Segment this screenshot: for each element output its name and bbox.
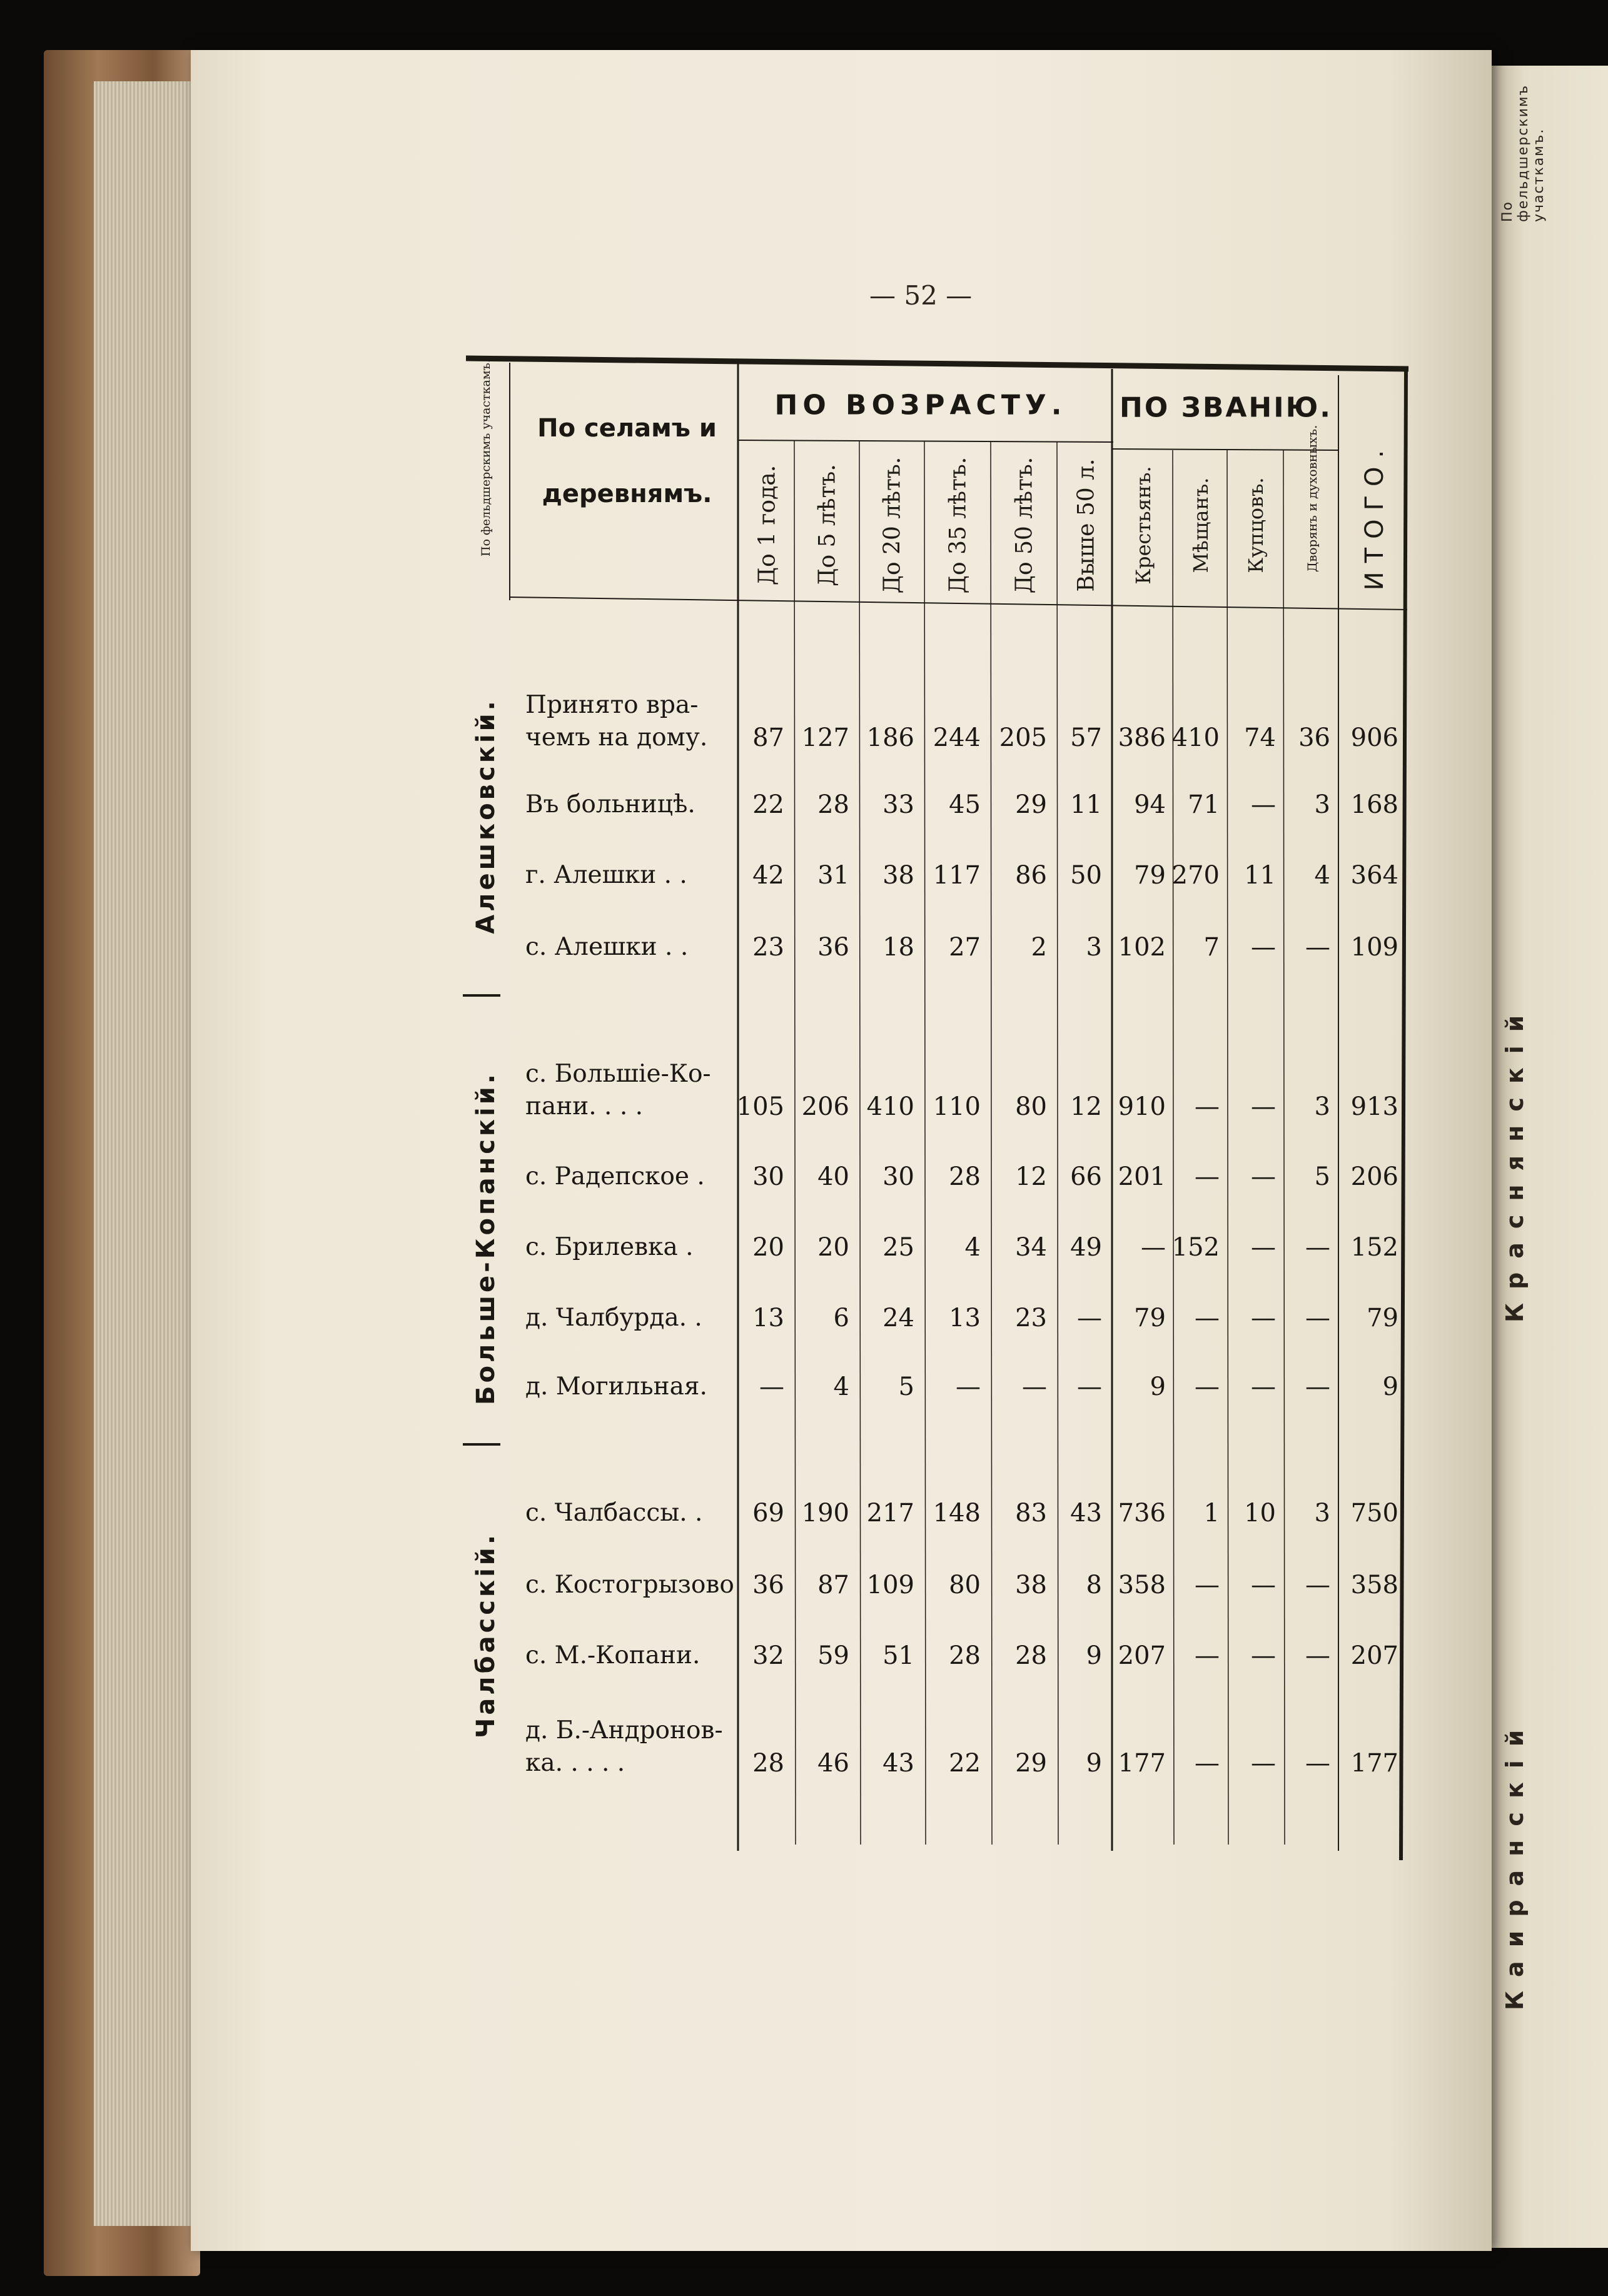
table-cell: 46 — [817, 1749, 849, 1778]
page-stack-edge — [94, 81, 194, 2226]
table-cell: 74 — [1244, 723, 1276, 752]
table-cell: 3 — [1314, 1092, 1330, 1121]
table-cell: 201 — [1118, 1162, 1166, 1191]
row-place-name-line: Въ больницѣ. — [525, 790, 695, 818]
table-cell: 6 — [833, 1304, 849, 1332]
column-header: До 5 лѣтъ. — [814, 464, 841, 587]
table-cell: — — [1305, 1571, 1330, 1599]
table-cell: 50 — [1070, 861, 1102, 890]
table-cell: — — [1195, 1641, 1220, 1670]
row-place-name-line: с. Брилевка . — [525, 1233, 694, 1261]
table-cell: — — [1195, 1092, 1220, 1121]
table-cell: 4 — [833, 1372, 849, 1401]
table-cell: 11 — [1244, 861, 1276, 890]
table-cell: 11 — [1070, 790, 1102, 819]
district-bolshe-kopansky: Больше-Копанскій. — [472, 1070, 500, 1406]
table-cell: — — [1251, 1372, 1276, 1401]
table-cell: 186 — [866, 723, 914, 752]
column-header: Дворянъ и духовныхъ. — [1305, 425, 1320, 572]
row-place-name-line: с. Алешки . . — [525, 933, 689, 961]
table-cell: 87 — [817, 1571, 849, 1599]
table-cell: 8 — [1086, 1571, 1102, 1599]
facing-page-district-2: Каиранскій — [1501, 1716, 1529, 2010]
table-cell: 13 — [949, 1304, 981, 1332]
table-cell: 79 — [1134, 861, 1166, 890]
table-cell: 22 — [752, 790, 784, 819]
row-place-name-line: д. Б.-Андронов- — [525, 1716, 723, 1745]
table-cell: 38 — [882, 861, 914, 890]
district-chalbassky: Чалбасскій. — [472, 1531, 500, 1739]
table-cell: — — [1251, 1233, 1276, 1262]
table-cell: 910 — [1118, 1092, 1166, 1121]
row-place-name — [525, 1714, 723, 1780]
table-cell: 177 — [1118, 1749, 1166, 1778]
table-cell: 71 — [1188, 790, 1220, 819]
table-cell: 127 — [801, 723, 849, 752]
header-place-line-2: деревнямъ. — [542, 480, 712, 508]
facing-page-district-1: Краснянскій — [1501, 1001, 1529, 1322]
table-cell: 36 — [752, 1571, 784, 1599]
table-cell: 152 — [1171, 1233, 1220, 1262]
table-cell: 30 — [882, 1162, 914, 1191]
table-cell: 110 — [933, 1092, 981, 1121]
row-place-name-line: чемъ на дому. — [525, 723, 708, 752]
table-cell: — — [1077, 1304, 1102, 1332]
table-cell: — — [1022, 1372, 1047, 1401]
table-cell: 913 — [1350, 1092, 1398, 1121]
table-cell: 105 — [736, 1092, 784, 1121]
table-cell: — — [1305, 1749, 1330, 1778]
table-cell: 23 — [752, 933, 784, 962]
table-cell: — — [1077, 1372, 1102, 1401]
table-cell: 9 — [1150, 1372, 1166, 1401]
row-place-name-line: Принято вра- — [525, 691, 699, 719]
page-number: — 52 — — [869, 280, 973, 311]
table-cell: — — [1305, 1233, 1330, 1262]
table-cell: 27 — [949, 933, 981, 962]
table-cell: 736 — [1118, 1499, 1166, 1528]
header-place-column — [519, 410, 735, 513]
table-cell: 42 — [752, 861, 784, 890]
table-cell: 43 — [882, 1749, 914, 1778]
table-cell: 12 — [1070, 1092, 1102, 1121]
table-cell: 270 — [1171, 861, 1220, 890]
table-cell: 148 — [933, 1499, 981, 1528]
table-cell: 9 — [1086, 1641, 1102, 1670]
table-cell: 94 — [1134, 790, 1166, 819]
table-cell: 45 — [949, 790, 981, 819]
table-cell: 4 — [1314, 861, 1330, 890]
row-place-name — [525, 1161, 705, 1193]
column-header: До 1 года. — [754, 465, 781, 586]
table-cell: 12 — [1015, 1162, 1047, 1191]
table-cell: 13 — [752, 1304, 784, 1332]
table-cell: 30 — [752, 1162, 784, 1191]
table-cell: 364 — [1350, 861, 1398, 890]
header-rank-group: ПО ЗВАНІЮ. — [1120, 391, 1332, 424]
table-cell: 10 — [1244, 1499, 1276, 1528]
row-place-name — [525, 931, 688, 964]
row-place-name-line: с. Костогрызово — [525, 1571, 734, 1599]
row-place-name-line: с. Чалбассы. . — [525, 1499, 703, 1527]
table-cell: 358 — [1350, 1571, 1398, 1599]
table-cell: 28 — [752, 1749, 784, 1778]
table-cell: 2 — [1031, 933, 1047, 962]
table-cell: 36 — [817, 933, 849, 962]
column-header: Мѣщанъ. — [1189, 477, 1213, 573]
table-cell: 49 — [1070, 1233, 1102, 1262]
facing-page — [1489, 66, 1608, 2248]
facing-page-header: По фельдшерскимъ участкамъ. — [1500, 84, 1547, 222]
column-header: ИТОГО. — [1360, 441, 1389, 591]
row-place-name-line: с. Большіе-Ко- — [525, 1060, 711, 1088]
column-header: Крестьянъ. — [1131, 466, 1155, 585]
table-cell: — — [1195, 1372, 1220, 1401]
row-place-name-line: г. Алешки . . — [525, 861, 687, 889]
row-place-name — [525, 1231, 694, 1264]
table-cell: 102 — [1118, 933, 1166, 962]
table-cell: 386 — [1118, 723, 1166, 752]
row-place-name-line: с. Радепское . — [525, 1162, 705, 1191]
table-cell: — — [1251, 1749, 1276, 1778]
table-cell: — — [1195, 1571, 1220, 1599]
table-cell: 5 — [898, 1372, 914, 1401]
table-cell: 109 — [1350, 933, 1398, 962]
table-cell: 23 — [1015, 1304, 1047, 1332]
table-cell: 117 — [933, 861, 981, 890]
page — [191, 50, 1492, 2251]
table-cell: 51 — [882, 1641, 914, 1670]
table-cell: — — [1251, 1162, 1276, 1191]
table-cell: 206 — [1350, 1162, 1398, 1191]
table-cell: 40 — [817, 1162, 849, 1191]
table-cell: 59 — [817, 1641, 849, 1670]
header-place-line-1: По селамъ и — [537, 414, 717, 443]
column-header: До 50 лѣтъ. — [1011, 456, 1038, 594]
table-cell: 20 — [817, 1233, 849, 1262]
table-cell: 79 — [1134, 1304, 1166, 1332]
row-place-name — [525, 1497, 702, 1529]
table-cell: — — [1195, 1749, 1220, 1778]
header-age-group: ПО ВОЗРАСТУ. — [774, 389, 1067, 421]
table-cell: 5 — [1314, 1162, 1330, 1191]
table-cell: 18 — [882, 933, 914, 962]
table-cell: — — [1251, 790, 1276, 819]
row-place-name — [525, 859, 687, 892]
table-cell: 83 — [1015, 1499, 1047, 1528]
table-cell: 57 — [1070, 723, 1102, 752]
table-cell: 29 — [1015, 790, 1047, 819]
table-cell: 28 — [949, 1162, 981, 1191]
row-place-name-line: с. М.-Копани. — [525, 1641, 700, 1669]
table-cell: — — [1305, 933, 1330, 962]
table-cell: 38 — [1015, 1571, 1047, 1599]
table-cell: 205 — [999, 723, 1047, 752]
table-cell: 28 — [1015, 1641, 1047, 1670]
row-place-name — [525, 1302, 702, 1334]
table-cell: 80 — [1015, 1092, 1047, 1121]
table-cell: 3 — [1314, 1499, 1330, 1528]
row-place-name-line: д. Чалбурда. . — [525, 1304, 702, 1332]
district-aleshkovsky: Алешковскій. — [472, 698, 500, 934]
table-cell: 20 — [752, 1233, 784, 1262]
table-cell: — — [1251, 1092, 1276, 1121]
table-cell: — — [1251, 1304, 1276, 1332]
table-cell: 207 — [1118, 1641, 1166, 1670]
table-cell: 206 — [801, 1092, 849, 1121]
table-cell: 29 — [1015, 1749, 1047, 1778]
table-cell: 80 — [949, 1571, 981, 1599]
table-cell: — — [1141, 1233, 1166, 1262]
table-cell: 9 — [1086, 1749, 1102, 1778]
table-cell: 190 — [801, 1499, 849, 1528]
table-cell: 22 — [949, 1749, 981, 1778]
table-cell: 25 — [882, 1233, 914, 1262]
table-cell: 87 — [752, 723, 784, 752]
row-place-name — [525, 788, 695, 821]
table-cell: 24 — [882, 1304, 914, 1332]
table-cell: 3 — [1086, 933, 1102, 962]
table-cell: 168 — [1350, 790, 1398, 819]
table-cell: 152 — [1350, 1233, 1398, 1262]
table-cell: 32 — [752, 1641, 784, 1670]
table-cell: 9 — [1382, 1372, 1398, 1401]
table-cell: 3 — [1314, 790, 1330, 819]
row-place-name — [525, 1569, 734, 1601]
row-place-name — [525, 1639, 700, 1672]
table-cell: — — [1305, 1641, 1330, 1670]
row-place-name-line: д. Могильная. — [525, 1372, 707, 1401]
table-cell: 1 — [1203, 1499, 1220, 1528]
table-cell: 28 — [817, 790, 849, 819]
table-cell: 207 — [1350, 1641, 1398, 1670]
table-cell: 34 — [1015, 1233, 1047, 1262]
row-place-name — [525, 1371, 707, 1403]
table-cell: 28 — [949, 1641, 981, 1670]
table-cell: 4 — [964, 1233, 981, 1262]
table-cell: — — [1305, 1372, 1330, 1401]
table-cell: 7 — [1203, 933, 1220, 962]
table-cell: 36 — [1298, 723, 1330, 752]
column-header: До 35 лѣтъ. — [945, 456, 971, 594]
table-cell: — — [956, 1372, 981, 1401]
table-cell: 177 — [1350, 1749, 1398, 1778]
table-cell: 358 — [1118, 1571, 1166, 1599]
row-place-name — [525, 1058, 711, 1123]
table-cell: 33 — [882, 790, 914, 819]
table-cell: 66 — [1070, 1162, 1102, 1191]
row-place-name-line: пани. . . . — [525, 1092, 644, 1120]
table-cell: 43 — [1070, 1499, 1102, 1528]
table-cell: 79 — [1367, 1304, 1398, 1332]
row-place-name — [525, 689, 707, 754]
table-cell: 906 — [1350, 723, 1398, 752]
header-district-column: По фельдшерскимъ участкамъ. — [479, 359, 493, 556]
table-cell: — — [1251, 1641, 1276, 1670]
table-cell: 244 — [933, 723, 981, 752]
table-cell: 217 — [866, 1499, 914, 1528]
table-cell: 31 — [817, 861, 849, 890]
table-cell: — — [1195, 1304, 1220, 1332]
column-header: Выше 50 л. — [1073, 458, 1100, 592]
table-cell: — — [1305, 1304, 1330, 1332]
table-cell: — — [1251, 933, 1276, 962]
table-cell: 69 — [752, 1499, 784, 1528]
table-cell: 750 — [1350, 1499, 1398, 1528]
table-cell: 86 — [1015, 861, 1047, 890]
row-place-name-line: ка. . . . . — [525, 1749, 625, 1777]
table-cell: 410 — [1171, 723, 1220, 752]
table-cell: 410 — [866, 1092, 914, 1121]
table-cell: — — [1195, 1162, 1220, 1191]
column-header: До 20 лѣтъ. — [879, 456, 906, 594]
column-header: Купцовъ. — [1244, 477, 1268, 573]
table-cell: — — [759, 1372, 784, 1401]
table-cell: — — [1251, 1571, 1276, 1599]
table-cell: 109 — [866, 1571, 914, 1599]
